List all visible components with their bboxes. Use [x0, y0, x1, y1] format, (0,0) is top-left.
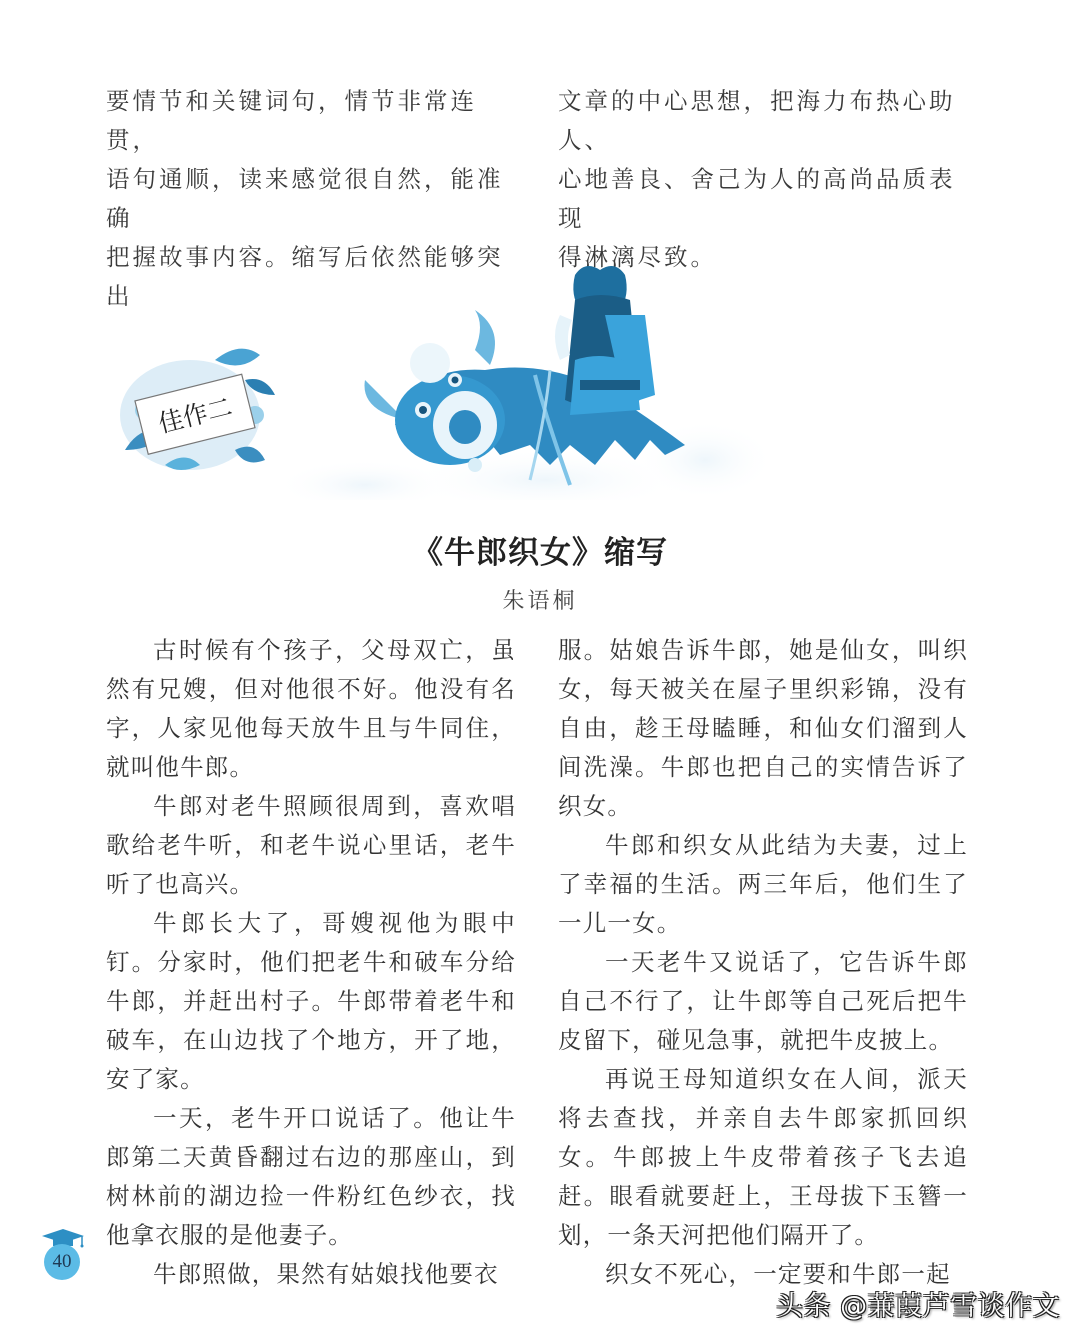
- article-left-column: [106, 631, 516, 1294]
- text-line: 把握故事内容。缩写后依然能够突出: [106, 243, 504, 310]
- text-line: 要情节和关键词句，情节非常连贯，: [106, 87, 477, 154]
- paragraph: 服。姑娘告诉牛郎，她是仙女，叫织女，每天被关在屋子里织彩锦，没有自由，趁王母瞌睡，和仙女们溜到人间洗澡。牛郎也把自己的实情告诉了织女。: [558, 636, 968, 820]
- article-right-column: [558, 631, 968, 1294]
- top-right-column: [558, 82, 968, 277]
- paragraph: 牛郎和织女从此结为夫妻，过上了幸福的生活。两三年后，他们生了一儿一女。: [558, 831, 968, 937]
- banner-illustration: [105, 255, 775, 500]
- article-author: 朱语桐: [502, 589, 578, 614]
- watermark: 头条 @蒹葭芦雪谈作文: [776, 1291, 1061, 1322]
- paragraph: 牛郎对老牛照顾很周到，喜欢唱歌给老牛听，和老牛说心里话，老牛听了也高兴。: [106, 792, 516, 898]
- paragraph: 牛郎长大了，哥嫂视他为眼中钉。分家时，他们把老牛和破车分给牛郎，并赶出村子。牛郎带着老牛和破车，在山边找了个地方，开了地，安了家。: [106, 909, 516, 1093]
- banner-label: 佳作二: [155, 392, 236, 439]
- text-line: 心地善良、舍己为人的高尚品质表现: [558, 165, 956, 232]
- paragraph: 再说王母知道织女在人间，派天将去查找，并亲自去牛郎家抓回织女。牛郎披上牛皮带着孩子飞去追赶。眼看就要赶上，王母拔下玉簪一划，一条天河把他们隔开了。: [558, 1065, 968, 1249]
- paragraph: 牛郎照做，果然有姑娘找他要衣: [153, 1260, 499, 1288]
- text-line: 得淋漓尽致。: [558, 243, 717, 271]
- paragraph: 一天老牛又说话了，它告诉牛郎自己不行了，让牛郎等自己死后把牛皮留下，碰见急事，就把牛皮披上。: [558, 948, 968, 1054]
- paragraph: 织女不死心，一定要和牛郎一起: [605, 1260, 951, 1288]
- page-number: 40: [44, 1244, 80, 1280]
- article-title: 《牛郎织女》缩写: [412, 535, 668, 571]
- floral-frame: [120, 349, 275, 470]
- paragraph: 古时候有个孩子，父母双亡，虽然有兄嫂，但对他很不好。他没有名字，人家见他每天放牛且与牛同住，就叫他牛郎。: [106, 636, 516, 781]
- cowherd-illustration-icon: [105, 255, 775, 500]
- text-line: 文章的中心思想，把海力布热心助人、: [558, 87, 956, 154]
- page-number-badge: [38, 1228, 88, 1284]
- text-line: 语句通顺，读来感觉很自然，能准确: [106, 165, 504, 232]
- paragraph: 一天，老牛开口说话了。他让牛郎第二天黄昏翻过右边的那座山，到树林前的湖边捡一件粉红色纱衣，找他拿衣服的是他妻子。: [106, 1104, 516, 1249]
